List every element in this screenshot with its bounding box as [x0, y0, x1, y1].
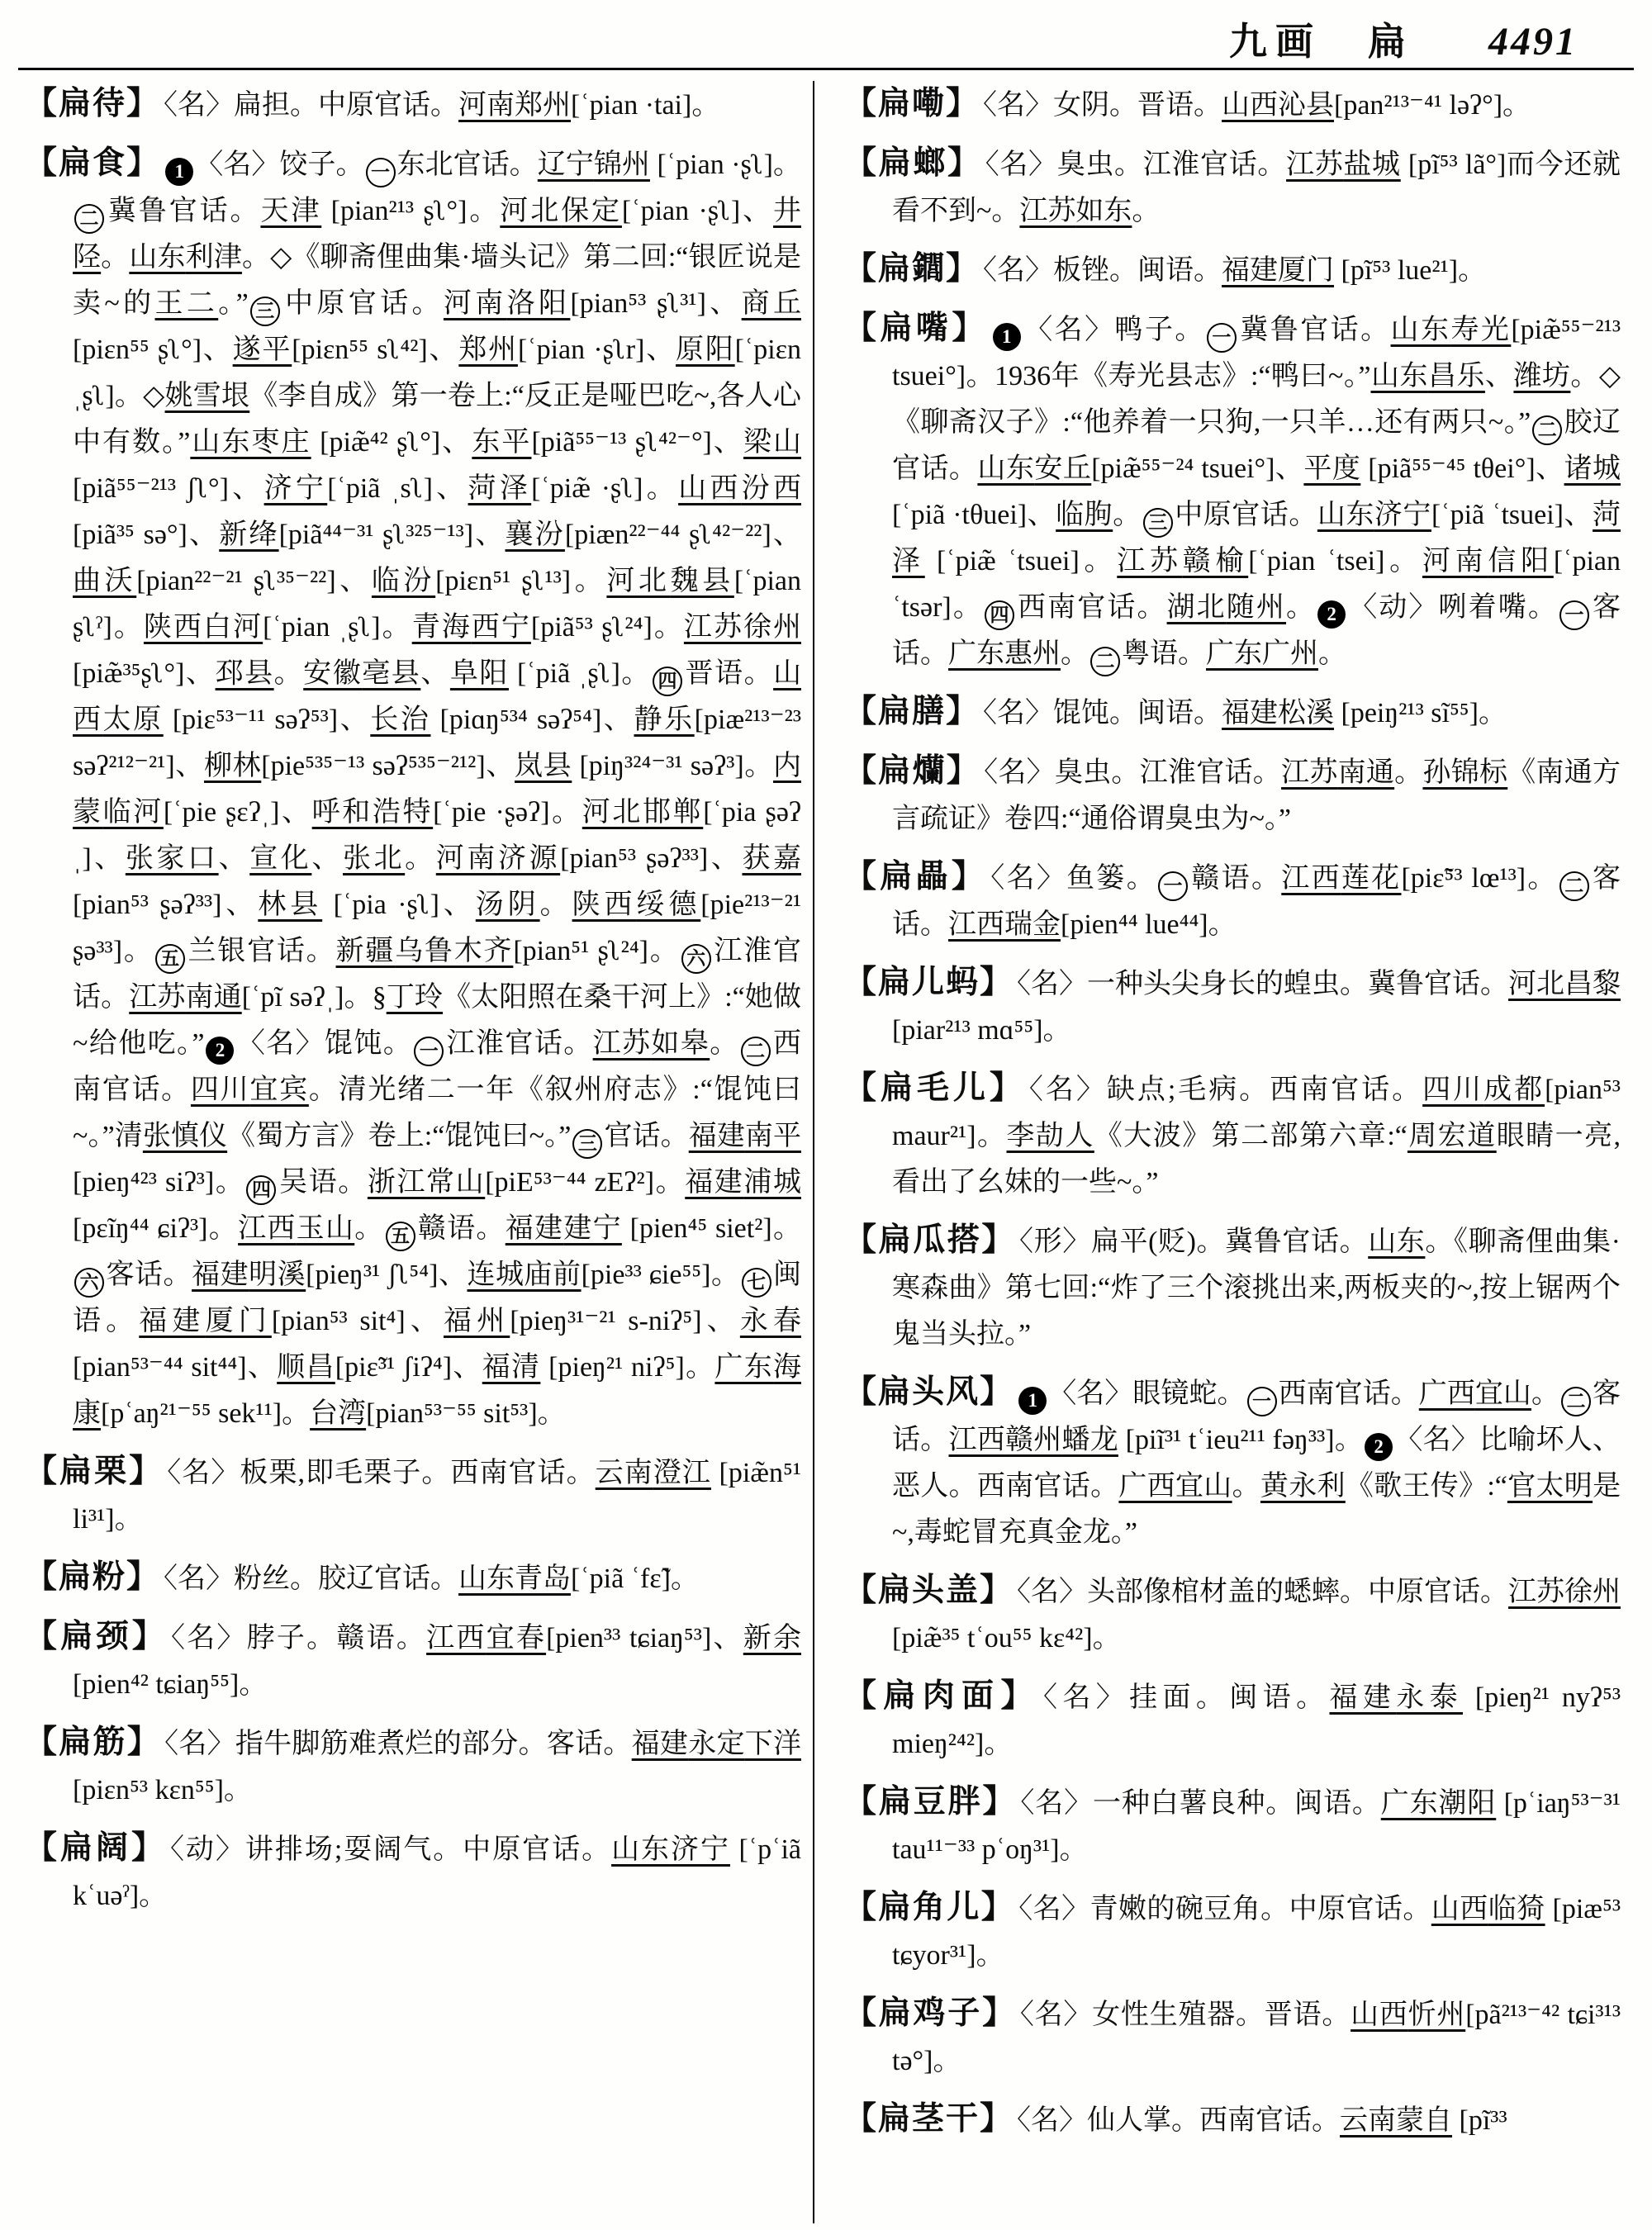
entry-body: 〈名〉粉丝。胶辽官话。山东青岛[ʿpiã ʿfɛ̃]。 — [164, 1563, 699, 1594]
entry-body: 〈名〉臭虫。江淮官话。江苏盐城 [pĩ⁵³ lã°]而今还就看不到~。江苏如东。 — [892, 149, 1621, 226]
proper-name: 玉山 — [296, 1213, 355, 1244]
proper-name: 沁县 — [1278, 90, 1335, 121]
proper-name: 济宁 — [1374, 500, 1431, 530]
proper-name: 湖北 — [1166, 592, 1227, 623]
circled-number: 一 — [1559, 600, 1589, 630]
proper-name: 辽宁 — [537, 149, 594, 180]
proper-name: 信阳 — [1488, 546, 1554, 576]
sense-number: 2 — [206, 1037, 234, 1065]
entry-headword: 【扁头风】 — [844, 1374, 1014, 1410]
dictionary-entry — [844, 306, 1621, 677]
proper-name: 济源 — [497, 843, 561, 874]
entry-headword: 【扁角儿】 — [844, 1890, 1016, 1925]
proper-name: 江苏 — [1019, 196, 1076, 226]
proper-name: 江西 — [948, 909, 1004, 940]
proper-name: 静乐 — [634, 705, 695, 735]
entry-body: 〈名〉挂面。闽语。福建永泰 [pieŋ²¹ nyʔ⁵³ mieŋ²⁴²]。 — [892, 1682, 1621, 1759]
proper-name: 浦城 — [743, 1167, 801, 1198]
proper-name: 枣庄 — [251, 427, 311, 458]
proper-name: 松溪 — [1278, 698, 1335, 728]
proper-name: 四川 — [1422, 1075, 1484, 1105]
header-rule — [18, 68, 1634, 70]
entry-body: 〈名〉一种白薯良种。闽语。广东潮阳 [pʿiaŋ⁵³⁻³¹ tau¹¹⁻³³ pʿoŋ³¹]。 — [892, 1788, 1621, 1865]
proper-name: 姚雪垠 — [164, 381, 250, 411]
proper-name: 河北 — [606, 566, 671, 596]
entry-body: 〈名〉青嫩的碗豆角。中原官话。山西临猗 [piæ⁵³ tɕyor³¹]。 — [892, 1894, 1621, 1971]
circled-number: 七 — [742, 1268, 771, 1298]
entry-body: 〈名〉女阴。晋语。山西沁县[pan²¹³⁻⁴¹ ləʔ°]。 — [983, 90, 1531, 121]
proper-name: 江苏 — [129, 982, 186, 1013]
proper-name: 江西 — [426, 1623, 487, 1654]
entry-headword: 【扁颈】 — [25, 1619, 168, 1654]
proper-name: 浙江 — [367, 1167, 427, 1198]
circled-number: 四 — [653, 667, 682, 696]
proper-name: 云南 — [1340, 2105, 1397, 2136]
circled-number: 六 — [681, 944, 711, 974]
dictionary-entry — [844, 689, 1621, 737]
proper-name: 临朐 — [1056, 500, 1113, 530]
column-right — [814, 81, 1621, 2223]
proper-name: 长治 — [370, 705, 431, 735]
proper-name: 山东 — [1368, 1226, 1426, 1257]
entry-headword: 【扁筋】 — [25, 1725, 162, 1760]
proper-name: 商丘 — [741, 288, 801, 319]
entry-body: 〈名〉板锉。闽语。福建厦门 [pĩ⁵³ lue²¹]。 — [983, 255, 1487, 286]
proper-name: 锦州 — [593, 149, 650, 180]
proper-name: 保定 — [561, 196, 622, 226]
entry-headword: 【扁螂】 — [844, 145, 982, 181]
proper-name: 宜宾 — [249, 1075, 309, 1105]
entry-headword: 【扁茎干】 — [844, 2101, 1014, 2137]
dictionary-entry — [25, 1825, 801, 1919]
proper-name: 莲花 — [1341, 863, 1402, 894]
proper-name: 郑州 — [458, 334, 518, 365]
entry-body: 〈名〉臭虫。江淮官话。江苏南通。孙锦标《南通方言疏证》卷四:“通俗谓臭虫为~。” — [892, 757, 1621, 834]
proper-name: 张慎仪 — [142, 1121, 228, 1151]
proper-name: 盐城 — [1343, 149, 1401, 180]
proper-name: 内蒙 — [73, 751, 801, 828]
proper-name: 江苏 — [592, 1028, 652, 1059]
proper-name: 新绛 — [219, 520, 279, 550]
proper-name: 岚县 — [515, 751, 572, 781]
proper-name: 襄汾 — [505, 520, 565, 550]
proper-name: 江苏 — [1281, 757, 1338, 788]
entry-headword: 【扁栗】 — [25, 1454, 164, 1489]
proper-name: 如东 — [1075, 196, 1132, 226]
entry-body: 〈名〉板栗,即毛栗子。西南官话。云南澄江 [piæ̃n⁵¹ li³¹]。 — [73, 1458, 801, 1535]
proper-name: 郑州 — [515, 90, 572, 121]
proper-name: 福州 — [443, 1306, 510, 1336]
entry-body: 〈名〉头部像棺材盖的蟋蟀。中原官话。江苏徐州 [piæ̃³⁵ tʿou⁵⁵ kɛ⁴²]。 — [892, 1577, 1621, 1654]
proper-name: 临汾 — [371, 566, 436, 596]
proper-name: 临猗 — [1488, 1894, 1545, 1924]
dictionary-entry — [844, 854, 1621, 948]
proper-name: 庙前 — [524, 1260, 582, 1290]
entry-headword: 【扁膳】 — [844, 694, 980, 729]
proper-name: 宜春 — [486, 1623, 547, 1654]
proper-name: 江西 — [238, 1213, 297, 1244]
circled-number: 一 — [1207, 323, 1237, 353]
proper-name: 山西 — [1431, 1894, 1488, 1924]
circled-number: 二 — [1090, 647, 1120, 676]
circled-number: 一 — [1158, 871, 1188, 901]
proper-name: 柳林 — [203, 751, 262, 781]
proper-name: 河南 — [1422, 546, 1488, 576]
proper-name: 台湾 — [310, 1398, 367, 1429]
proper-name: 陕西 — [572, 890, 637, 920]
proper-name: 广东 — [1206, 638, 1262, 669]
entry-headword: 【扁爤】 — [844, 753, 981, 789]
proper-name: 菏泽 — [468, 473, 532, 504]
proper-name: 青岛 — [515, 1563, 572, 1594]
proper-name: 福建 — [192, 1260, 249, 1290]
proper-name: 广东 — [714, 1352, 774, 1383]
proper-name: 福建 — [631, 1729, 689, 1759]
proper-name: 江苏 — [1508, 1577, 1565, 1607]
proper-name: 河北 — [1508, 969, 1565, 999]
proper-name: 天津 — [260, 196, 322, 226]
circled-number: 三 — [250, 297, 280, 326]
proper-name: 赣州 — [1004, 1425, 1062, 1455]
proper-name: 潍坊 — [1513, 361, 1571, 391]
entry-body: 〈名〉扁担。中原官话。河南郑州[ʿpian ·tai]。 — [164, 90, 720, 121]
dictionary-entry — [25, 1614, 801, 1708]
dictionary-entry — [844, 1885, 1621, 1979]
circled-number: 五 — [155, 944, 185, 974]
entry-body: 〈名〉鱼篓。 一 赣语。江西莲花[piɛ̃⁵³ lœ¹³]。 二 客话。江西瑞金[pien⁴⁴ lue⁴⁴]。 — [892, 863, 1621, 940]
proper-name: 厦门 — [1278, 255, 1335, 286]
sense-number: 1 — [993, 323, 1021, 351]
entry-body: 1 〈名〉眼镜蛇。 一 西南官话。广西宜山。 二 客话。江西赣州蟠龙 [piĩ³¹ tʿieu²¹¹ fəŋ³³]。 2 〈名〉比喻坏人、恶人。西南官话。广西宜山。黄永利《歌王传》:“官太明是~,毒蛇冒充真金龙。” — [892, 1378, 1621, 1548]
proper-name: 济宁 — [671, 1834, 731, 1865]
proper-name: 白河 — [203, 612, 263, 643]
proper-name: 获嘉 — [742, 843, 801, 874]
proper-name: 江西 — [1281, 863, 1341, 894]
proper-name: 原阳 — [676, 334, 735, 365]
entry-body: 〈名〉女性生殖器。晋语。山西忻州[pã²¹³⁻⁴² tɕi³¹³ tə°]。 — [892, 2000, 1621, 2076]
proper-name: 河北 — [582, 797, 643, 828]
entry-headword: 【扁毛儿】 — [844, 1070, 1026, 1106]
proper-name: 张北 — [342, 843, 406, 874]
circled-number: 二 — [1559, 871, 1589, 901]
entry-body: 〈名〉馄饨。闽语。福建松溪 [peiŋ²¹³ sĩ⁵⁵]。 — [983, 698, 1507, 728]
proper-name: 福建 — [1222, 698, 1279, 728]
proper-name: 邳县 — [215, 658, 274, 689]
proper-name: 官太明 — [1507, 1471, 1593, 1502]
proper-name: 乌鲁木齐 — [395, 936, 514, 966]
proper-name: 曲沃 — [73, 566, 137, 596]
proper-name: 福建 — [688, 1121, 745, 1151]
proper-name: 如皋 — [651, 1028, 710, 1059]
circled-number: 五 — [386, 1222, 415, 1251]
proper-name: 江苏 — [1286, 149, 1344, 180]
proper-name: 建宁 — [563, 1213, 622, 1244]
circled-number: 二 — [741, 1037, 771, 1066]
proper-name: 亳县 — [362, 658, 421, 689]
proper-name: 遂平 — [232, 334, 292, 365]
proper-name: 河南 — [443, 288, 507, 319]
sense-number: 1 — [1018, 1387, 1047, 1415]
proper-name: 福建 — [1222, 255, 1279, 286]
entry-body: 〈名〉脖子。赣语。江西宜春[pien³³ tɕiaŋ⁵³]、新余[pien⁴² tɕiaŋ⁵⁵]。 — [73, 1623, 801, 1700]
proper-name: 寿光 — [1450, 315, 1512, 345]
dictionary-entry — [844, 1369, 1621, 1556]
dictionary-entry — [844, 1568, 1621, 1662]
proper-name: 孙锦标 — [1422, 757, 1508, 788]
sense-number: 2 — [1317, 600, 1346, 629]
entry-headword: 【扁豆胖】 — [844, 1784, 1018, 1820]
dictionary-entry — [844, 1990, 1621, 2085]
dictionary-entry — [844, 246, 1621, 294]
proper-name: 广东 — [948, 638, 1004, 669]
entry-body: 〈动〉讲排场;耍阔气。中原官话。山东济宁 [ʿpʿiã kʿuəˀ]。 — [73, 1834, 801, 1911]
entry-body: 〈名〉一种头尖身长的蝗虫。冀鲁官话。河北昌黎[piar²¹³ mɑ⁵⁵]。 — [892, 969, 1621, 1046]
dictionary-entry — [844, 140, 1621, 235]
sense-number: 2 — [1365, 1433, 1393, 1461]
proper-name: 太原 — [102, 705, 164, 735]
circled-number: 三 — [572, 1129, 602, 1159]
proper-name: 山东 — [1317, 500, 1374, 530]
proper-name: 山西 — [678, 473, 742, 504]
proper-name: 忻州 — [1408, 2000, 1466, 2030]
proper-name: 蒙自 — [1396, 2105, 1453, 2136]
proper-name: 汾西 — [741, 473, 801, 504]
proper-name: 山东 — [611, 1834, 672, 1865]
proper-name: 下洋 — [744, 1729, 801, 1759]
circled-number: 一 — [1247, 1387, 1277, 1416]
proper-name: 山东 — [1390, 315, 1451, 345]
circled-number: 四 — [246, 1175, 276, 1205]
entry-headword: 【扁䥨】 — [844, 251, 980, 287]
proper-name: 魏县 — [670, 566, 734, 596]
proper-name: 江西 — [948, 1425, 1005, 1455]
proper-name: 四川 — [190, 1075, 250, 1105]
proper-name: 江苏 — [1117, 546, 1183, 576]
proper-name: 广西 — [1418, 1378, 1475, 1409]
proper-name: 连城 — [467, 1260, 525, 1290]
proper-name: 山东 — [129, 242, 186, 273]
proper-name: 汤阴 — [475, 890, 540, 920]
proper-name: 洛阳 — [506, 288, 571, 319]
proper-name: 梁山 — [743, 427, 801, 458]
proper-name: 福建 — [1329, 1682, 1397, 1713]
proper-name: 李劼人 — [1006, 1121, 1094, 1151]
proper-name: 山西 — [1351, 2000, 1408, 2030]
proper-name: 平度 — [1303, 453, 1361, 484]
proper-name: 山东 — [977, 453, 1035, 484]
proper-name: 新疆 — [335, 936, 396, 966]
proper-name: 昌乐 — [1427, 361, 1485, 391]
sense-number: 1 — [165, 158, 193, 186]
proper-name: 河南 — [458, 90, 515, 121]
proper-name: 澄江 — [653, 1458, 711, 1488]
proper-name: 山东 — [458, 1563, 515, 1594]
proper-name: 永泰 — [1396, 1682, 1464, 1713]
circled-number: 一 — [414, 1037, 444, 1066]
proper-name: 瑞金 — [1004, 909, 1061, 940]
proper-name: 云南 — [595, 1458, 653, 1488]
proper-name: 福建 — [505, 1213, 564, 1244]
entry-headword: 【扁瓜搭】 — [844, 1222, 1017, 1258]
section-label: 九画 扁 — [1229, 21, 1414, 63]
proper-name: 诸城 — [1564, 453, 1621, 484]
circled-number: 二 — [74, 204, 104, 234]
proper-name: 广西 — [1118, 1471, 1175, 1502]
dictionary-entry — [25, 1554, 801, 1602]
circled-number: 六 — [74, 1268, 104, 1298]
proper-name: 王二 — [154, 288, 219, 319]
proper-name: 山西 — [73, 658, 801, 735]
proper-name: 丁玲 — [386, 982, 444, 1013]
proper-name: 永春 — [739, 1306, 801, 1336]
circled-number: 二 — [1561, 1387, 1591, 1416]
entry-headword: 【扁嘴】 — [844, 311, 988, 346]
proper-name: 广东 — [1380, 1788, 1439, 1819]
proper-name: 蟠龙 — [1061, 1425, 1118, 1455]
dictionary-entry — [844, 1779, 1621, 1873]
entry-headword: 【扁鸡子】 — [844, 1995, 1017, 2031]
page-number: 4491 — [1488, 20, 1578, 64]
entry-headword: 【扁待】 — [25, 86, 161, 121]
proper-name: 南通 — [185, 982, 242, 1013]
proper-name: 东平 — [472, 427, 532, 458]
proper-name: 张家口 — [125, 843, 219, 874]
proper-name: 安丘 — [1034, 453, 1092, 484]
dictionary-entry — [844, 960, 1621, 1054]
proper-name: 昌黎 — [1564, 969, 1621, 999]
proper-name: 济宁 — [263, 473, 328, 504]
page-header — [1229, 12, 1578, 66]
proper-name: 福建 — [685, 1167, 744, 1198]
entry-body: 1 〈名〉鸭子。 一 冀鲁官话。山东寿光[piæ̃⁵⁵⁻²¹³ tsuei°]。1936年《寿光县志》:“鸭曰~。”山东昌乐、潍坊。◇《聊斋汉子》:“他养着一只狗,一只羊…还有两只~。” 二 胶辽官话。山东安丘[piæ̃⁵⁵⁻²⁴ tsuei°]、平度 [piã⁵⁵⁻⁴⁵ tθei°]、诸城[ʿpiã ·tθuei]、临朐。 三 中原官话。山东济宁[ʿpiã ʿtsuei]、菏泽 [ʿpiæ̃ ʿtsuei]。江苏赣榆[ʿpian ʿtsei]。河南信阳[ʿpian ʿtsər]。 四 西南官话。湖北随州。 2 〈动〉咧着嘴。 一 客话。广东惠州。 二 粤语。广东广州。 — [892, 315, 1621, 669]
proper-name: 江苏 — [683, 612, 743, 643]
dictionary-entry — [25, 1720, 801, 1814]
proper-name: 赣榆 — [1182, 546, 1249, 576]
proper-name: 西宁 — [471, 612, 531, 643]
proper-name: 呼和浩特 — [311, 797, 434, 828]
entry-headword: 【扁食】 — [25, 145, 161, 181]
proper-name: 惠州 — [1004, 638, 1061, 669]
column-left — [25, 81, 801, 2223]
entry-headword: 【扁畾】 — [844, 859, 988, 894]
proper-name: 广州 — [1262, 638, 1318, 669]
dictionary-entry — [844, 1217, 1621, 1358]
proper-name: 永定 — [688, 1729, 745, 1759]
entry-headword: 【扁肉面】 — [844, 1678, 1040, 1714]
entry-headword: 【扁粉】 — [25, 1559, 161, 1595]
proper-name: 宣化 — [249, 843, 312, 874]
proper-name: 海康 — [73, 1352, 801, 1429]
proper-name: 山东 — [190, 427, 252, 458]
proper-name: 利津 — [185, 242, 242, 273]
proper-name: 顺昌 — [277, 1352, 335, 1383]
proper-name: 山西 — [1222, 90, 1279, 121]
entry-body: 〈名〉仙人掌。西南官话。云南蒙自 [pĩ³³ — [1017, 2105, 1507, 2136]
proper-name: 绥德 — [636, 890, 701, 920]
dictionary-entry — [25, 140, 801, 1437]
proper-name: 新余 — [743, 1623, 801, 1654]
proper-name: 临河 — [102, 797, 164, 828]
dictionary-entry — [25, 1449, 801, 1543]
entry-body: 〈名〉缺点;毛病。西南官话。四川成都[pian⁵³ maur²¹]。李劼人《大波》第二部第六章:“周宏道眼睛一亮,看出了幺妹的一些~。” — [892, 1075, 1621, 1198]
dictionary-entry — [25, 81, 801, 129]
proper-name: 福清 — [482, 1352, 541, 1383]
entry-headword: 【扁阔】 — [25, 1830, 167, 1866]
proper-name: 山东 — [1370, 361, 1428, 391]
entry-body: 1 〈名〉饺子。 一 东北官话。辽宁锦州 [ʿpian ·ʂʅ]。二 冀鲁官话。天津 [pian²¹³ ʂʅ°]。河北保定[ʿpian ·ʂʅ]、井陉。山东利津。◇《聊斋俚曲集·墙头记》第二回:“银匠说是卖~的王二。” 三 中原官话。河南洛阳[pian⁵³ ʂʅ³¹]、商丘 [piɛn⁵⁵ ʂʅ°]、遂平[piɛn⁵⁵ sʅ⁴²]、郑州[ʿpian ·ʂʅr]、原阳[ʿpiɛn ˌʂʅ]。◇姚雪垠《李自成》第一卷上:“反正是哑巴吃~,各人心中有数。”山东枣庄 [piæ̃⁴² ʂʅ°]、东平[piã⁵⁵⁻¹³ ʂʅ⁴²⁻°]、梁山 [piã⁵⁵⁻²¹³ ʃʅ°]、济宁[ʿpiã ˌsʅ]、菏泽[ʿpiæ̃ ·ʂʅ]。山西汾西[piã³⁵ sə°]、新绛[piã⁴⁴⁻³¹ ʂʅ³²⁵⁻¹³]、襄汾[piæn²²⁻⁴⁴ ʂʅ⁴²⁻²²]、曲沃[pian²²⁻²¹ ʂʅ³⁵⁻²²]、临汾[piɛn⁵¹ ʂʅ¹³]。河北魏县[ʿpian ʂʅˀ]。陕西白河[ʿpian ˌʂʅ]。青海西宁[piã⁵³ ʂʅ²⁴]。江苏徐州[piæ̃³⁵ʂʅ°]、邳县。安徽亳县、阜阳 [ʿpiã ˌʂʅ]。 四 晋语。山西太原 [piɛ⁵³⁻¹¹ səʔ⁵³]、长治 [piɑŋ⁵³⁴ səʔ⁵⁴]、静乐[piæ²¹³⁻²³ səʔ²¹²⁻²¹]、柳林[pie⁵³⁵⁻¹³ səʔ⁵³⁵⁻²¹²]、岚县 [piŋ³²⁴⁻³¹ səʔ³]。内蒙临河[ʿpie ʂɛʔˌ]、呼和浩特[ʿpie ·ʂəʔ]。河北邯郸[ʿpia ʂəʔˌ]、张家口、宣化、张北。河南济源[pian⁵³ ʂəʔ³³]、获嘉[pian⁵³ ʂəʔ³³]、林县 [ʿpia ·ʂʅ]、汤阴。陕西绥德[pie²¹³⁻²¹ ʂə³³]。 五 兰银官话。新疆乌鲁木齐[pian⁵¹ ʂʅ²⁴]。 六 江淮官话。江苏南通[ʿpĩ səʔˌ]。§丁玲《太阳照在桑干河上》:“她做~给他吃。” 2 〈名〉馄饨。 一 江淮官话。江苏如皋。 二 西南官话。四川宜宾。清光绪二一年《叙州府志》:“馄饨曰~。”清张慎仪《蜀方言》卷上:“馄饨曰~。” 三 官话。福建南平[pieŋ⁴²³ siʔ³]。 四 吴语。浙江常山[piE⁵³⁻⁴⁴ zEʔ²]。福建浦城 [pɛĩŋ⁴⁴ ɕiʔ³]。江西玉山。 五 赣语。福建建宁 [pien⁴⁵ siet²]。六 客话。福建明溪[pieŋ³¹ ʃʅ⁵⁴]、连城庙前[pie³³ ɕie⁵⁵]。 七 闽语。福建厦门[pian⁵³ sit⁴]、福州[pieŋ³¹⁻²¹ s-niʔ⁵]、永春[pian⁵³⁻⁴⁴ sit⁴⁴]、顺昌[piɛ̃³¹ ʃiʔ⁴]、福清 [pieŋ²¹ niʔ⁵]。广东海康[pʿaŋ²¹⁻⁵⁵ sek¹¹]。台湾[pian⁵³⁻⁵⁵ sit⁵³]。 — [73, 149, 801, 1429]
proper-name: 黄永利 — [1260, 1471, 1346, 1502]
circled-number: 一 — [366, 158, 396, 187]
proper-name: 菏泽 — [892, 500, 1621, 576]
proper-name: 阜阳 — [449, 658, 509, 689]
entry-headword: 【扁儿蚂】 — [844, 965, 1014, 1000]
proper-name: 福建 — [139, 1306, 206, 1336]
proper-name: 邯郸 — [643, 797, 704, 828]
dictionary-entry — [844, 748, 1621, 842]
proper-name: 常山 — [426, 1167, 486, 1198]
proper-name: 陕西 — [143, 612, 204, 643]
proper-name: 厦门 — [205, 1306, 272, 1336]
entry-body: 〈名〉指牛脚筋难煮烂的部分。客话。福建永定下洋[piɛn⁵³ kɛn⁵⁵]。 — [73, 1729, 801, 1805]
dictionary-entry — [844, 2096, 1621, 2144]
proper-name: 井陉 — [73, 196, 801, 273]
proper-name: 明溪 — [249, 1260, 306, 1290]
proper-name: 成都 — [1483, 1075, 1545, 1105]
two-column-body — [25, 81, 1621, 2223]
proper-name: 河南 — [435, 843, 498, 874]
proper-name: 宜山 — [1474, 1378, 1531, 1409]
entry-headword: 【扁嘞】 — [844, 86, 980, 121]
dictionary-entry — [844, 81, 1621, 129]
proper-name: 潮阳 — [1438, 1788, 1497, 1819]
proper-name: 随州 — [1226, 592, 1287, 623]
proper-name: 宜山 — [1175, 1471, 1232, 1502]
circled-number: 三 — [1143, 508, 1173, 538]
entry-body: 〈形〉扁平(贬)。冀鲁官话。山东。《聊斋俚曲集·寒森曲》第七回:“炸了三个滚挑出来,两板夹的~,按上锯两个鬼当头拉。” — [892, 1226, 1621, 1350]
proper-name: 安徽 — [303, 658, 363, 689]
circled-number: 四 — [985, 600, 1014, 630]
proper-name: 青海 — [411, 612, 472, 643]
proper-name: 徐州 — [743, 612, 801, 643]
dictionary-entry — [844, 1673, 1621, 1767]
entry-headword: 【扁头盖】 — [844, 1573, 1014, 1608]
proper-name: 林县 — [258, 890, 323, 920]
proper-name: 南通 — [1337, 757, 1395, 788]
dictionary-entry — [844, 1065, 1621, 1206]
proper-name: 徐州 — [1564, 1577, 1621, 1607]
proper-name: 南平 — [744, 1121, 801, 1151]
circled-number: 二 — [1532, 415, 1562, 445]
proper-name: 河北 — [500, 196, 562, 226]
proper-name: 周宏道 — [1407, 1121, 1497, 1151]
